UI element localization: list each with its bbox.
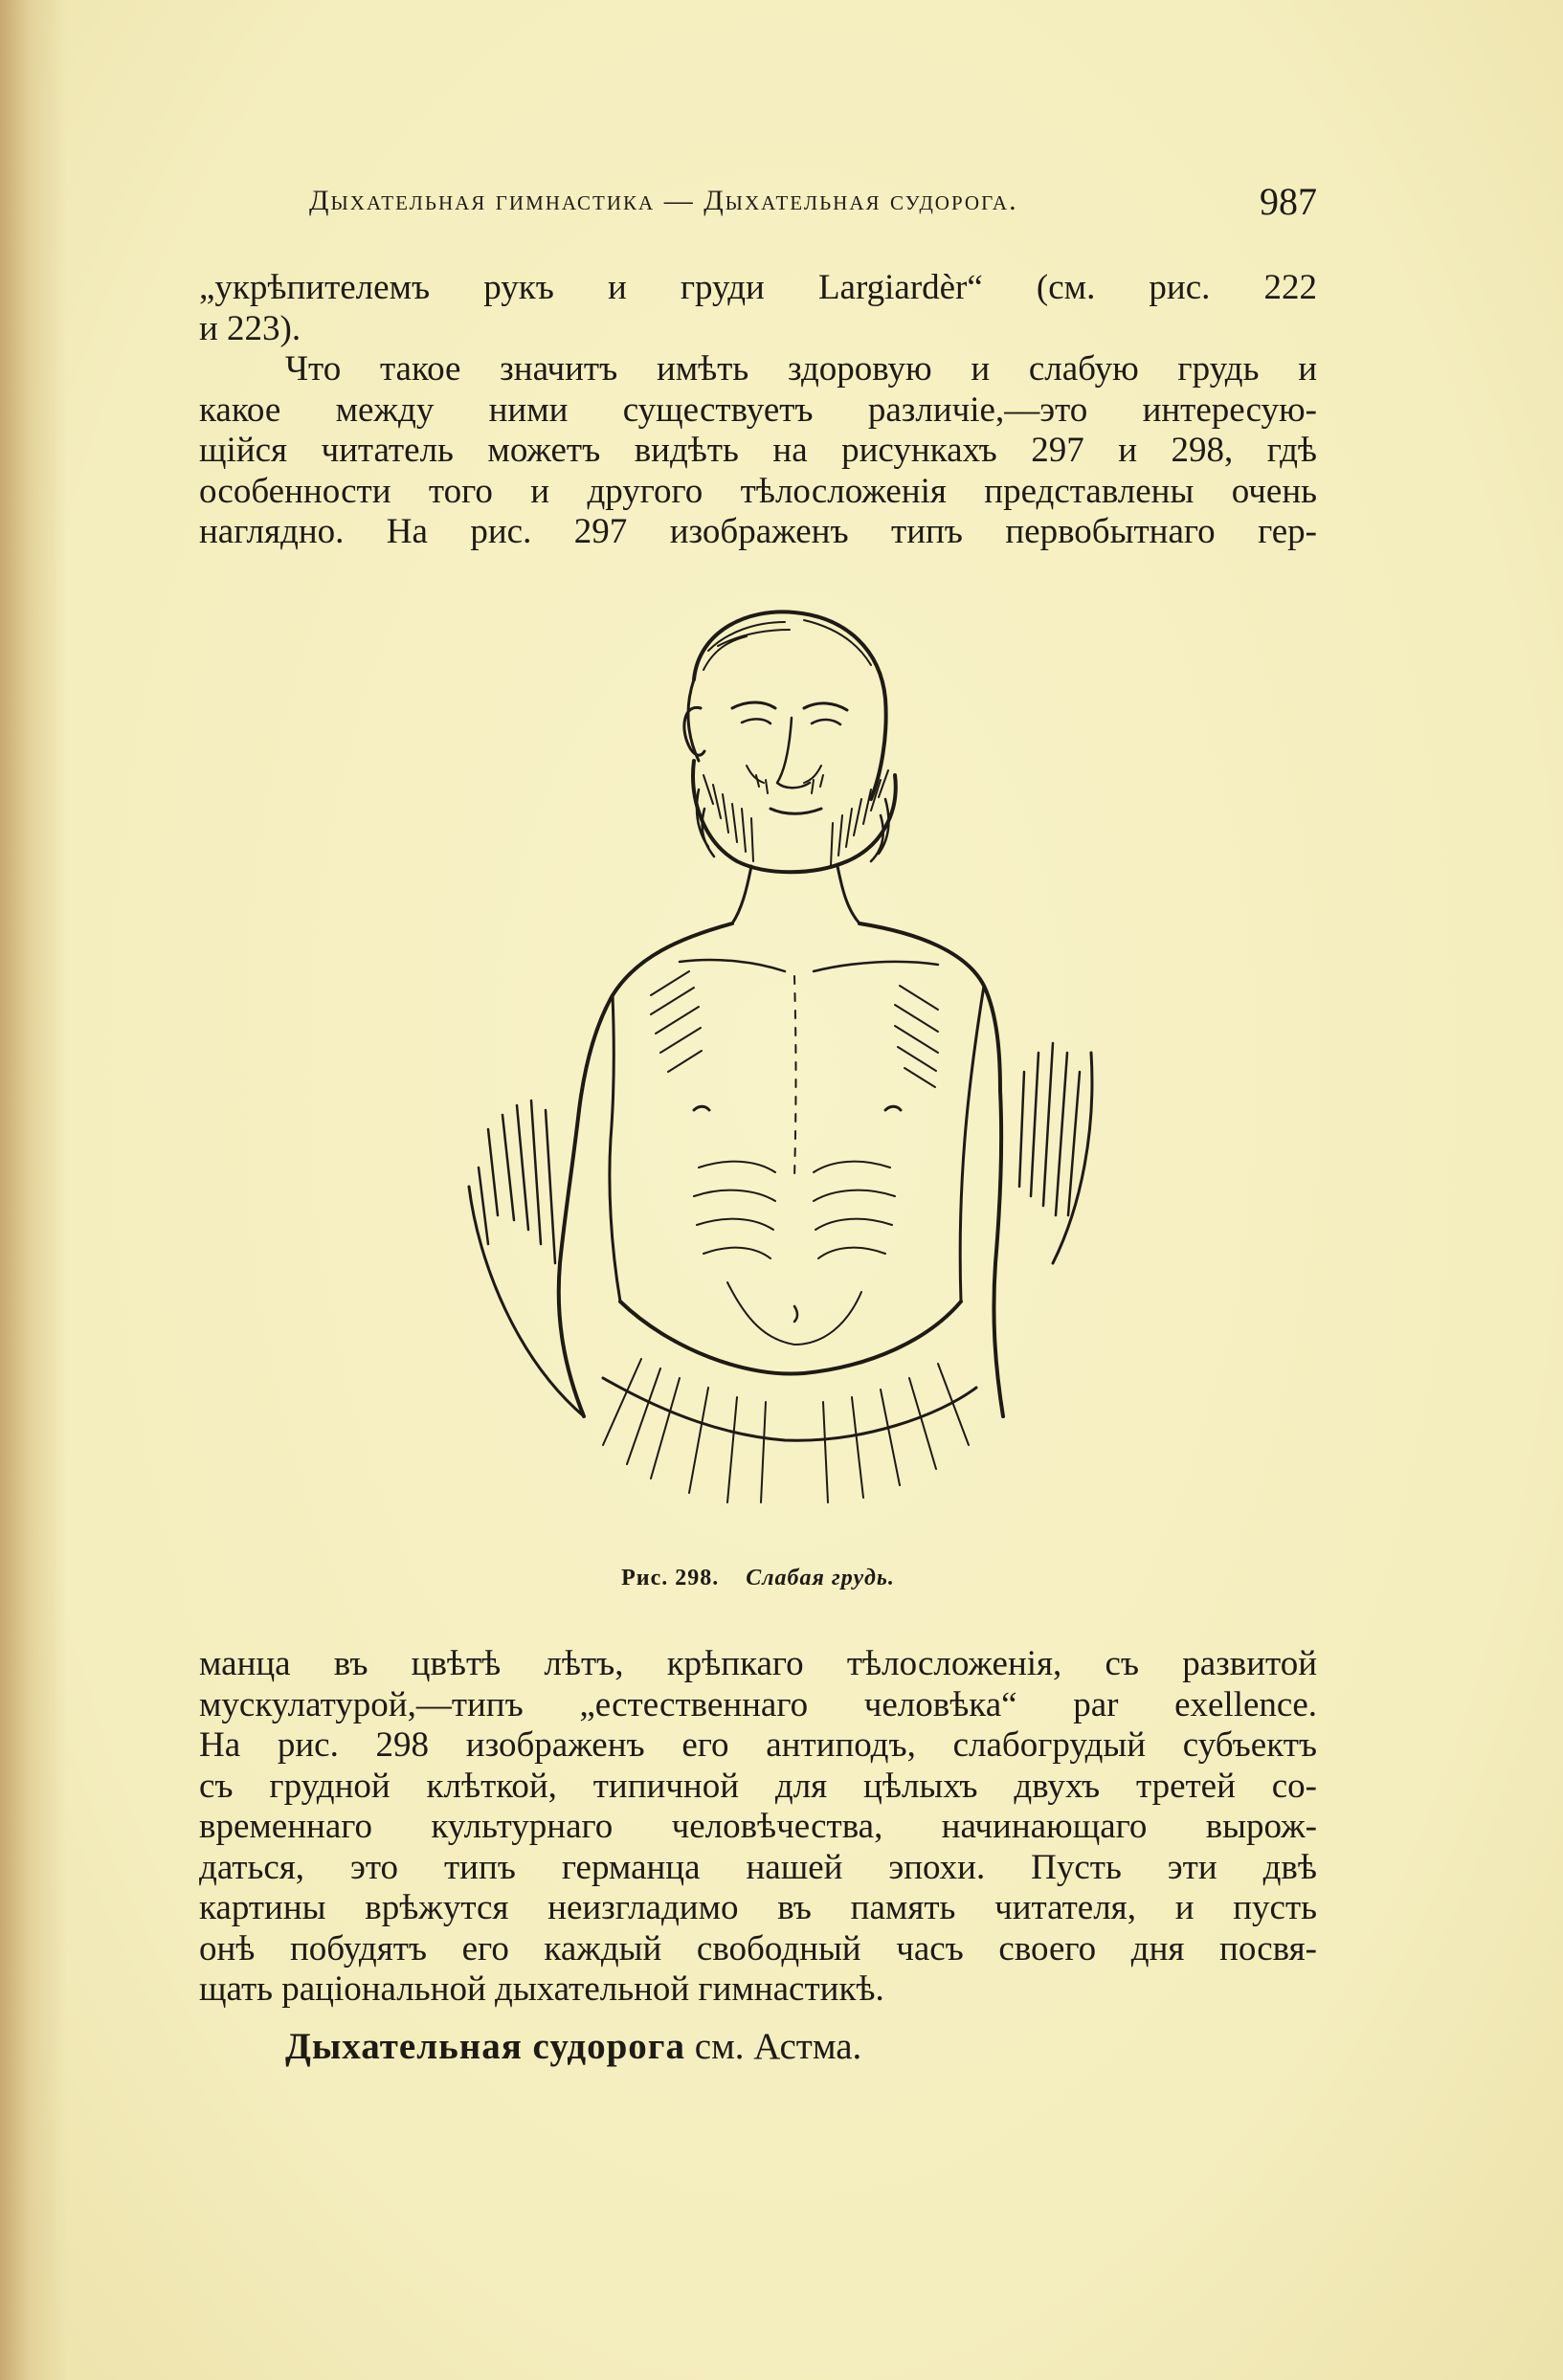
dictionary-entry — [285, 2026, 861, 2068]
text-line: какое между ними существуетъ различіе,—это интересую- — [199, 389, 1317, 430]
text-line: щійся читатель можетъ видѣть на рисункахъ 297 и 298, гдѣ — [199, 431, 1317, 470]
text-line: временнаго культурнаго человѣчества, начинающаго вырож- — [199, 1807, 1317, 1846]
text-line: На рис. 298 изображенъ его антиподъ, слабогрудый субъектъ — [199, 1725, 1317, 1765]
text-line: съ грудной клѣткой, типичной для цѣлыхъ двухъ третей со- — [199, 1766, 1317, 1806]
caption-title: Слабая грудь. — [746, 1566, 895, 1590]
engraving-weak-chest — [364, 593, 1129, 1531]
text-line: и 223). — [199, 308, 301, 348]
text-line: щать раціональной дыхательной гимнастикѣ. — [199, 1969, 884, 2009]
text-line: онѣ побудятъ его каждый свободный часъ своего дня посвя- — [199, 1928, 1317, 1969]
entry-reference: см. Астма. — [685, 2026, 862, 2067]
text-line: даться, это типъ германца нашей эпохи. Пусть эти двѣ — [199, 1847, 1317, 1887]
text-line: особенности того и другого тѣлосложенія представлены очень — [199, 471, 1317, 511]
caption-number: Рис. 298. — [621, 1566, 720, 1590]
text-line: „укрѣпителемъ рукъ и груди Largiardèr“ (см. рис. 222 — [199, 268, 1317, 307]
text-line: мускулатурой,—типъ „естественнаго человѣка“ par exellence. — [199, 1684, 1317, 1724]
page-number: 987 — [1260, 180, 1317, 223]
text-line: наглядно. На рис. 297 изображенъ типъ первобытнаго гер- — [199, 512, 1317, 551]
text-top — [199, 268, 1317, 553]
entry-headword: Дыхательная судорога — [285, 2026, 686, 2067]
figure-caption — [199, 1566, 1317, 1591]
running-head — [199, 175, 1317, 233]
running-title: Дыхательная гимнастика — Дыхательная судорога. — [309, 185, 1018, 216]
text-line: картины врѣжутся неизгладимо въ память читателя, и пусть — [199, 1888, 1317, 1927]
page-edge-shadow — [0, 0, 67, 2380]
text-bottom — [199, 1644, 1317, 2011]
text-line: Что такое значитъ имѣть здоровую и слабую грудь и — [285, 349, 1317, 389]
text-line: манца въ цвѣтѣ лѣтъ, крѣпкаго тѣлосложенія, съ развитой — [199, 1644, 1317, 1683]
